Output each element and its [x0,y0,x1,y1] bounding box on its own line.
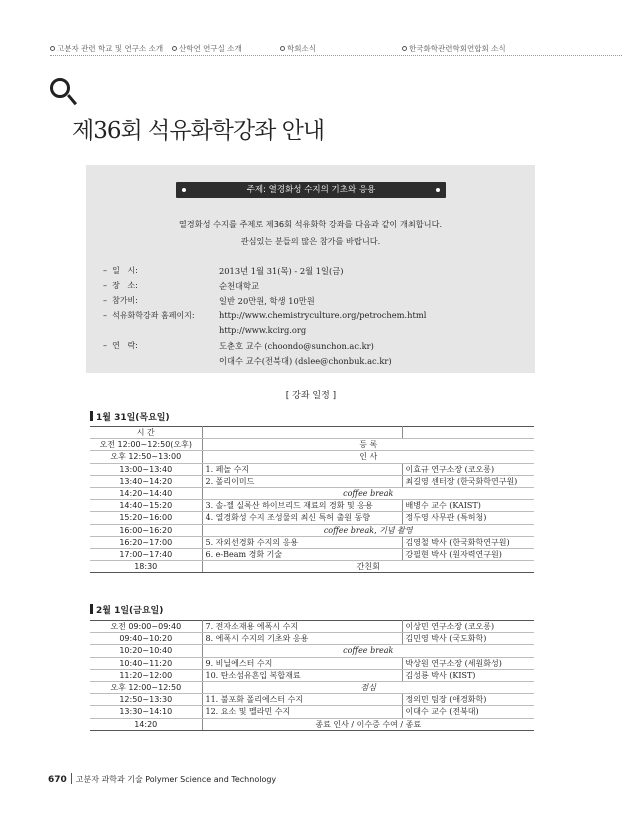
speaker-cell: 박상원 연구소장 (세원화성) [402,657,534,669]
topic-cell: 12. 요소 및 멜라민 수지 [202,706,402,718]
table-row [90,475,534,487]
time-cell: 09:40~10:20 [90,633,202,645]
nav-item-label: 한국화학관련학회연합회 소식 [409,44,506,53]
title-block [50,78,450,148]
bullet-icon [280,46,285,51]
table-row [90,561,534,573]
speaker-cell [402,427,534,439]
page-footer [48,773,276,785]
time-cell: 오전 12:00~12:50(오후) [90,439,202,451]
homepage-link[interactable]: http://www.kcirg.org [219,325,307,335]
time-cell: 오전 09:00~09:40 [90,621,202,633]
event-cell: coffee break [202,487,534,499]
topic-cell: 10. 탄소섬유흔입 복합재료 [202,669,402,681]
topic-cell: 8. 에폭시 수지의 기초와 응용 [202,633,402,645]
speaker-cell: 최길영 센터장 (한국화학연구원) [402,475,534,487]
table-row [90,451,534,463]
table-row [90,657,534,669]
info-value: 일반 20만원, 학생 10만원 [219,296,315,306]
bullet-icon [402,46,407,51]
table-row [90,463,534,475]
table-row [90,500,534,512]
contact-value: 이대수 교수(전북대) (dslee@chonbuk.ac.kr) [219,356,392,366]
table-row [90,633,534,645]
info-value: 순천대학교 [219,281,260,291]
time-cell: 15:20~16:00 [90,512,202,524]
speaker-cell: 김성룡 박사 (KIST) [402,669,534,681]
time-cell: 14:20 [90,718,202,730]
time-cell: 시 간 [90,427,202,439]
info-value: 2013년 1월 31(목) - 2월 1일(금) [219,266,344,276]
info-label: – 일 시: [103,266,138,275]
info-panel [86,165,535,373]
table-row [90,439,534,451]
topic-cell: 11. 불포화 폴리에스터 수지 [202,694,402,706]
nav-item-society-news[interactable] [280,43,316,54]
page-title: 제36회 석유화학강좌 안내 [72,118,325,144]
topic-cell: 9. 비닐에스터 수지 [202,657,402,669]
nav-item-label: 산학연 연구실 소개 [179,44,242,53]
topic-cell: 6. e-Beam 경화 기술 [202,548,402,560]
topic-cell [202,427,402,439]
event-cell: 점심 [202,681,534,693]
nav-item-institutes[interactable] [50,43,163,54]
table-row [90,718,534,730]
time-cell: 14:20~14:40 [90,487,202,499]
topic-cell: 3. 솔-젤 실록산 하이브리드 재료의 경화 및 응용 [202,500,402,512]
speaker-cell: 정두영 사무관 (특허청) [402,512,534,524]
speaker-cell: 배병수 교수 (KAIST) [402,500,534,512]
event-cell: coffee break [202,645,534,657]
speaker-cell: 이상민 연구소장 (코오롱) [402,621,534,633]
nav-item-label: 고분자 관련 학교 및 연구소 소개 [57,44,164,53]
event-cell: 인 사 [202,451,534,463]
event-cell: coffee break, 기념 촬영 [202,524,534,536]
table-row [90,706,534,718]
table-row [90,536,534,548]
topic-cell: 1. 페놀 수지 [202,463,402,475]
speaker-cell: 김민영 박사 (국도화학) [402,633,534,645]
heading-bar-icon [90,411,93,421]
table-row [90,512,534,524]
page-number: 670 [48,775,67,785]
table-row [90,548,534,560]
info-label: – 석유화학강좌 홈페이지: [103,311,195,320]
event-cell: 종료 인사 / 이수증 수여 / 종료 [202,718,534,730]
table-row [90,681,534,693]
theme-text: 주제: 열경화성 수지의 기초와 응용 [246,185,376,195]
info-label: – 장 소: [103,281,138,290]
speaker-cell: 정의민 팀장 (애경화학) [402,694,534,706]
top-navigation [50,40,622,62]
day2-heading-text: 2월 1일(금요일) [96,606,164,616]
time-cell: 16:20~17:00 [90,536,202,548]
bullet-icon [172,46,177,51]
speaker-cell: 이효규 연구소장 (코오롱) [402,463,534,475]
topic-cell: 2. 폴리이미드 [202,475,402,487]
time-cell: 10:20~10:40 [90,645,202,657]
table-row [90,645,534,657]
table-row [90,694,534,706]
homepage-link[interactable]: http://www.chemistryculture.org/petrochem.html [219,310,427,320]
table-row [90,427,534,439]
info-label: – 참가비: [103,296,138,305]
nav-item-labs[interactable] [172,43,242,54]
topic-cell: 5. 자외선경화 수지의 응용 [202,536,402,548]
time-cell: 오후 12:00~12:50 [90,681,202,693]
speaker-cell: 이대수 교수 (전북대) [402,706,534,718]
nav-item-federation-news[interactable] [402,43,506,54]
day1-heading-text: 1월 31일(목요일) [96,413,170,423]
time-cell: 11:20~12:00 [90,669,202,681]
intro-line-2: 관심있는 분들의 많은 참가를 바랍니다. [240,236,381,246]
time-cell: 13:00~13:40 [90,463,202,475]
time-cell: 16:00~16:20 [90,524,202,536]
time-cell: 오후 12:50~13:00 [90,451,202,463]
day1-heading [90,410,170,423]
time-cell: 17:00~17:40 [90,548,202,560]
schedule-heading: [ 강좌 일정 ] [285,391,337,401]
time-cell: 14:40~15:20 [90,500,202,512]
info-label: – 연 락: [103,341,138,350]
bullet-icon [50,46,55,51]
day1-schedule-table [90,426,534,573]
nav-item-label: 학회소식 [287,44,316,53]
event-cell: 등 록 [202,439,534,451]
time-cell: 10:40~11:20 [90,657,202,669]
intro-line-1: 열경화성 수지를 주제로 제36회 석유화학 강좌를 다음과 같이 개최합니다. [178,219,443,229]
topic-cell: 4. 열경화성 수지 조성물의 최신 특허 출원 동향 [202,512,402,524]
time-cell: 12:50~13:30 [90,694,202,706]
time-cell: 13:30~14:10 [90,706,202,718]
time-cell: 18:30 [90,561,202,573]
contact-value: 도춘호 교수 (choondo@sunchon.ac.kr) [219,341,374,351]
nav-divider [50,55,622,56]
speaker-cell: 강필현 박사 (원자력연구원) [402,548,534,560]
magnifier-icon [50,78,76,112]
speaker-cell: 김영철 박사 (한국화학연구원) [402,536,534,548]
table-row [90,621,534,633]
footer-divider [71,773,72,784]
day2-schedule-table [90,620,534,731]
theme-banner [176,182,446,198]
dot-icon [182,188,186,192]
dot-icon [436,188,440,192]
topic-cell: 7. 전자소재용 에폭시 수지 [202,621,402,633]
journal-name: 고분자 과학과 기술 Polymer Science and Technology [75,775,277,784]
table-row [90,669,534,681]
time-cell: 13:40~14:20 [90,475,202,487]
heading-bar-icon [90,604,93,614]
table-row [90,524,534,536]
day2-heading [90,603,163,616]
table-row [90,487,534,499]
event-cell: 간친회 [202,561,534,573]
